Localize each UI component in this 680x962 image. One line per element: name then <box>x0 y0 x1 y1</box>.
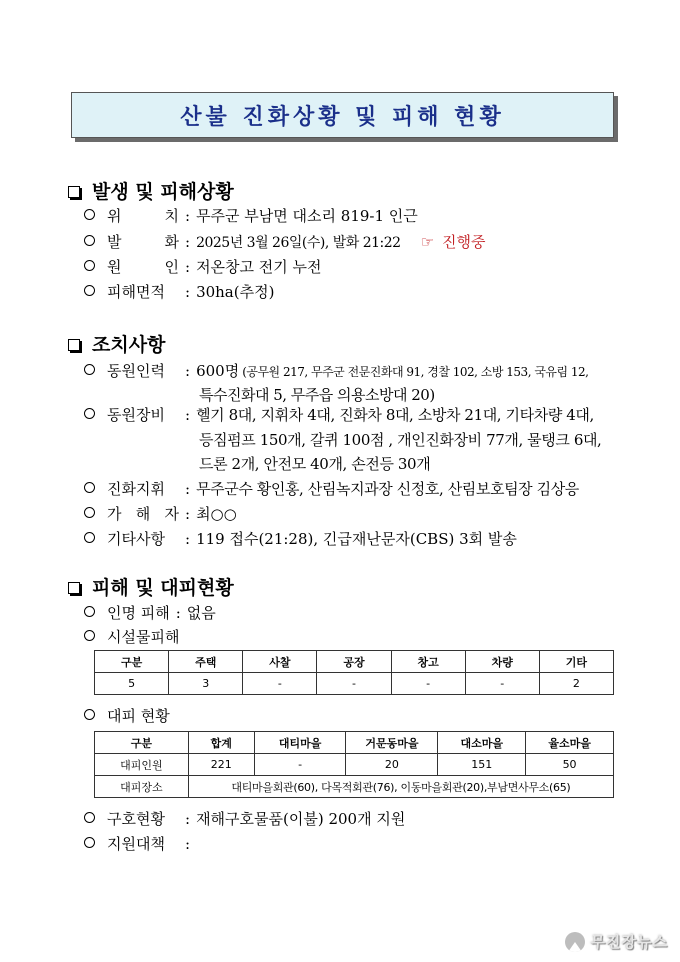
table-cell: 대피장소 <box>95 776 189 798</box>
row-value: 헬기 8대, 지휘차 4대, 진화차 8대, 소방차 21대, 기타차량 4대, <box>196 406 594 424</box>
row-location <box>84 205 418 226</box>
personnel-count: 600명 <box>196 362 240 380</box>
row-personnel <box>84 360 589 381</box>
circle-bullet-icon <box>84 812 95 823</box>
table-header-cell: 사찰 <box>243 651 317 673</box>
row-label: 원 인 <box>107 258 179 276</box>
table-row <box>95 754 614 776</box>
row-evacuation <box>84 705 170 726</box>
facility-damage-table <box>94 650 614 695</box>
circle-bullet-icon <box>84 260 95 271</box>
table-cell: 3 <box>169 673 243 695</box>
section-title: 피해 및 대피현황 <box>92 577 234 599</box>
circle-bullet-icon <box>84 709 95 720</box>
row-value: 무주군수 황인홍, 산림녹지과장 신정호, 산림보호팀장 김상응 <box>196 480 579 498</box>
table-header-cell: 대소마을 <box>438 732 526 754</box>
row-casualty <box>84 602 216 623</box>
row-area <box>84 281 274 302</box>
table-cell: - <box>391 673 465 695</box>
table-header-cell: 창고 <box>391 651 465 673</box>
table-cell: 5 <box>95 673 169 695</box>
colon: : <box>185 835 191 853</box>
table-header-cell: 구분 <box>95 651 169 673</box>
row-value: 저온창고 전기 누전 <box>196 258 322 276</box>
personnel-detail-cont: 특수진화대 5, 무주읍 의용소방대 20) <box>199 386 435 404</box>
circle-bullet-icon <box>84 235 95 246</box>
colon: : <box>175 604 181 622</box>
row-label: 진화지휘 <box>107 480 165 498</box>
row-label: 시설물피해 <box>107 628 180 646</box>
section-heading-measures <box>68 330 165 357</box>
row-label: 동원장비 <box>107 406 165 424</box>
table-header-cell: 거문동마을 <box>346 732 438 754</box>
row-value: 최○○ <box>196 505 237 523</box>
row-other <box>84 528 517 549</box>
row-value: 2025년 3월 26일(수), 발화 21:22 <box>196 235 401 251</box>
row-outbreak <box>84 231 486 252</box>
colon: : <box>185 233 191 251</box>
row-label: 발 화 <box>107 233 179 251</box>
table-cell: - <box>243 673 317 695</box>
circle-bullet-icon <box>84 837 95 848</box>
status-badge: ☞ 진행중 <box>420 233 486 251</box>
row-facility <box>84 626 179 647</box>
table-header-row <box>95 651 614 673</box>
row-label: 동원인력 <box>107 362 165 380</box>
colon: : <box>185 258 191 276</box>
circle-bullet-icon <box>84 507 95 518</box>
colon: : <box>185 283 191 301</box>
row-value: 재해구호물품(이불) 200개 지원 <box>196 810 406 828</box>
table-cell: 50 <box>526 754 614 776</box>
table-cell: - <box>465 673 539 695</box>
section-heading-damage <box>68 573 234 600</box>
table-cell: 221 <box>188 754 254 776</box>
mountain-logo-icon <box>565 932 585 952</box>
colon: : <box>185 362 191 380</box>
colon: : <box>185 530 191 548</box>
table-cell: 대티마을회관(60), 다목적회관(76), 이동마을회관(20),부남면사무소(65) <box>188 776 613 798</box>
table-row <box>95 673 614 695</box>
title-box <box>71 92 614 138</box>
table-header-cell: 기타 <box>539 651 613 673</box>
page-title: 산불 진화상황 및 피해 현황 <box>180 104 505 130</box>
table-cell: - <box>254 754 346 776</box>
colon: : <box>185 406 191 424</box>
section-title: 발생 및 피해상황 <box>92 181 234 203</box>
row-relief <box>84 808 405 829</box>
circle-bullet-icon <box>84 532 95 543</box>
circle-bullet-icon <box>84 606 95 617</box>
row-perpetrator <box>84 503 237 524</box>
table-header-cell: 차량 <box>465 651 539 673</box>
equipment-line-3: 드론 2개, 안전모 40개, 손전등 30개 <box>199 455 431 473</box>
row-support <box>84 833 196 854</box>
row-label: 기타사항 <box>107 530 165 548</box>
colon: : <box>185 810 191 828</box>
evacuation-table <box>94 731 614 798</box>
table-cell: 151 <box>438 754 526 776</box>
table-cell: - <box>317 673 391 695</box>
table-cell: 대피인원 <box>95 754 189 776</box>
row-value: 무주군 부남면 대소리 819-1 인근 <box>196 207 418 225</box>
row-value: 없음 <box>186 604 216 622</box>
row-cause <box>84 256 322 277</box>
circle-bullet-icon <box>84 408 95 419</box>
square-bullet-icon <box>68 339 80 351</box>
row-label: 구호현황 <box>107 810 165 828</box>
table-header-cell: 율소마을 <box>526 732 614 754</box>
pointing-hand-icon: ☞ <box>420 233 435 251</box>
watermark <box>565 931 668 952</box>
circle-bullet-icon <box>84 285 95 296</box>
equipment-line-2: 등짐펌프 150개, 갈퀴 100점 , 개인진화장비 77개, 물탱크 6대, <box>199 431 602 449</box>
square-bullet-icon <box>68 186 80 198</box>
row-label: 지원대책 <box>107 835 165 853</box>
circle-bullet-icon <box>84 630 95 641</box>
row-label: 피해면적 <box>107 283 165 301</box>
section-heading-occurrence <box>68 177 234 204</box>
row-label: 가 해 자 <box>107 505 179 523</box>
personnel-detail: (공무원 217, 무주군 전문진화대 91, 경찰 102, 소방 153, 국유림 12, <box>242 365 589 379</box>
row-label: 대피 현황 <box>107 707 170 725</box>
watermark-text: 무진장뉴스 <box>590 933 668 951</box>
row-label: 위 치 <box>107 207 179 225</box>
table-header-cell: 공장 <box>317 651 391 673</box>
colon: : <box>185 505 191 523</box>
table-header-row <box>95 732 614 754</box>
colon: : <box>185 207 191 225</box>
table-cell: 2 <box>539 673 613 695</box>
row-value: 119 접수(21:28), 긴급재난문자(CBS) 3회 발송 <box>196 530 517 548</box>
row-command <box>84 478 579 499</box>
row-value: 30ha(추정) <box>196 283 275 301</box>
table-row <box>95 776 614 798</box>
circle-bullet-icon <box>84 364 95 375</box>
circle-bullet-icon <box>84 482 95 493</box>
table-cell: 20 <box>346 754 438 776</box>
table-header-cell: 대티마을 <box>254 732 346 754</box>
table-header-cell: 주택 <box>169 651 243 673</box>
colon: : <box>185 480 191 498</box>
row-label: 인명 피해 <box>107 604 170 622</box>
square-bullet-icon <box>68 582 80 594</box>
table-header-cell: 합계 <box>188 732 254 754</box>
table-header-cell: 구분 <box>95 732 189 754</box>
section-title: 조치사항 <box>92 334 166 356</box>
circle-bullet-icon <box>84 209 95 220</box>
row-equipment <box>84 404 594 425</box>
